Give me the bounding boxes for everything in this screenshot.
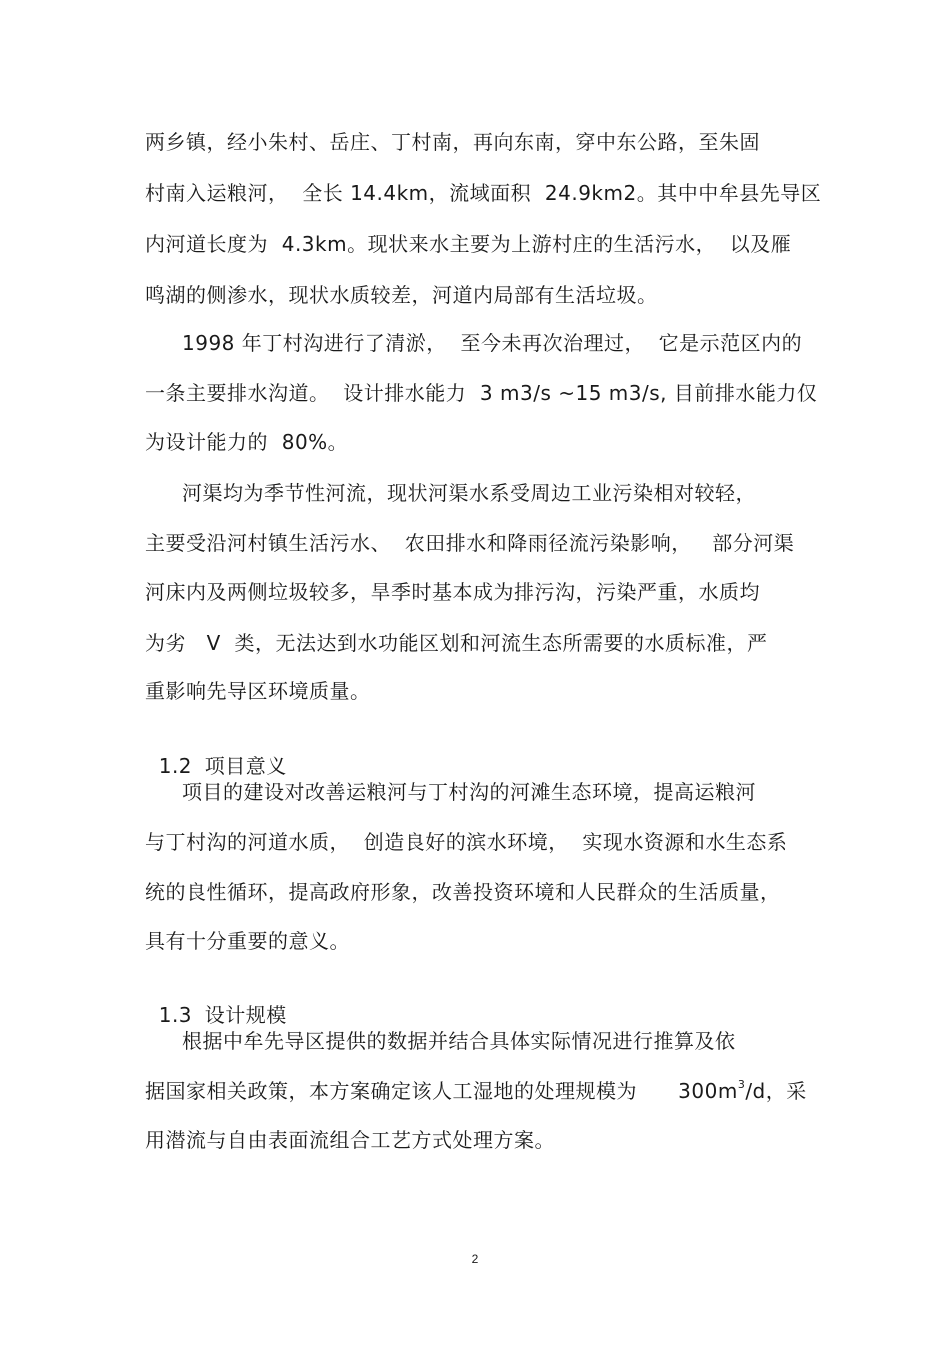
paragraph3-line: 重影响先导区环境质量。: [145, 679, 371, 703]
paragraph4-line: 统的良性循环，提高政府形象，改善投资环境和人民群众的生活质量，: [145, 880, 781, 904]
page-number: 2: [471, 1252, 479, 1266]
section-number: 1.3: [158, 1003, 193, 1027]
section-heading: [145, 979, 287, 1027]
section-heading: [145, 730, 287, 778]
section-title: 项目意义: [204, 754, 287, 778]
text-segment: /d，采: [745, 1079, 807, 1103]
paragraph1-line: 两乡镇，经小朱村、岳庄、丁村南，再向东南，穿中东公路，至朱固: [145, 130, 760, 154]
section-title: 设计规模: [204, 1003, 287, 1027]
paragraph5-line: 用潜流与自由表面流组合工艺方式处理方案。: [145, 1128, 555, 1152]
paragraph4-line: 项目的建设对改善运粮河与丁村沟的河滩生态环境，提高运粮河: [182, 780, 756, 804]
section-number: 1.2: [158, 754, 193, 778]
paragraph1-line: 鸣湖的侧渗水，现状水质较差，河道内局部有生活垃圾。: [145, 283, 658, 307]
paragraph4-line: 与丁村沟的河道水质， 创造良好的滨水环境， 实现水资源和水生态系: [145, 830, 788, 854]
paragraph5-line: [145, 1079, 807, 1103]
paragraph3-line: 河床内及两侧垃圾较多，旱季时基本成为排污沟，污染严重，水质均: [145, 580, 760, 604]
paragraph3-line: 为劣 V 类，无法达到水功能区划和河流生态所需要的水质标准，严: [145, 631, 768, 655]
paragraph1-line: 内河道长度为 4.3km。现状来水主要为上游村庄的生活污水， 以及雁: [145, 232, 792, 256]
paragraph3-line: 河渠均为季节性河流，现状河渠水系受周边工业污染相对较轻，: [182, 481, 756, 505]
paragraph4-line: 具有十分重要的意义。: [145, 929, 350, 953]
paragraph1-line: 村南入运粮河， 全长 14.4km，流域面积 24.9km2。其中中牟县先导区: [145, 181, 822, 205]
paragraph5-line: 根据中牟先导区提供的数据并结合具体实际情况进行推算及依: [182, 1029, 736, 1053]
superscript: 3: [737, 1078, 746, 1092]
paragraph2-line: 一条主要排水沟道。 设计排水能力 3 m3/s ~15 m3/s, 目前排水能力仅: [145, 381, 818, 405]
text-segment: 据国家相关政策，本方案确定该人工湿地的处理规模为 300m: [145, 1079, 738, 1103]
paragraph2-line: 为设计能力的 80%。: [145, 430, 349, 454]
paragraph3-line: 主要受沿河村镇生活污水、 农田排水和降雨径流污染影响， 部分河渠: [145, 531, 795, 555]
paragraph2-line: 1998 年丁村沟进行了清淤， 至今未再次治理过， 它是示范区内的: [182, 331, 803, 355]
